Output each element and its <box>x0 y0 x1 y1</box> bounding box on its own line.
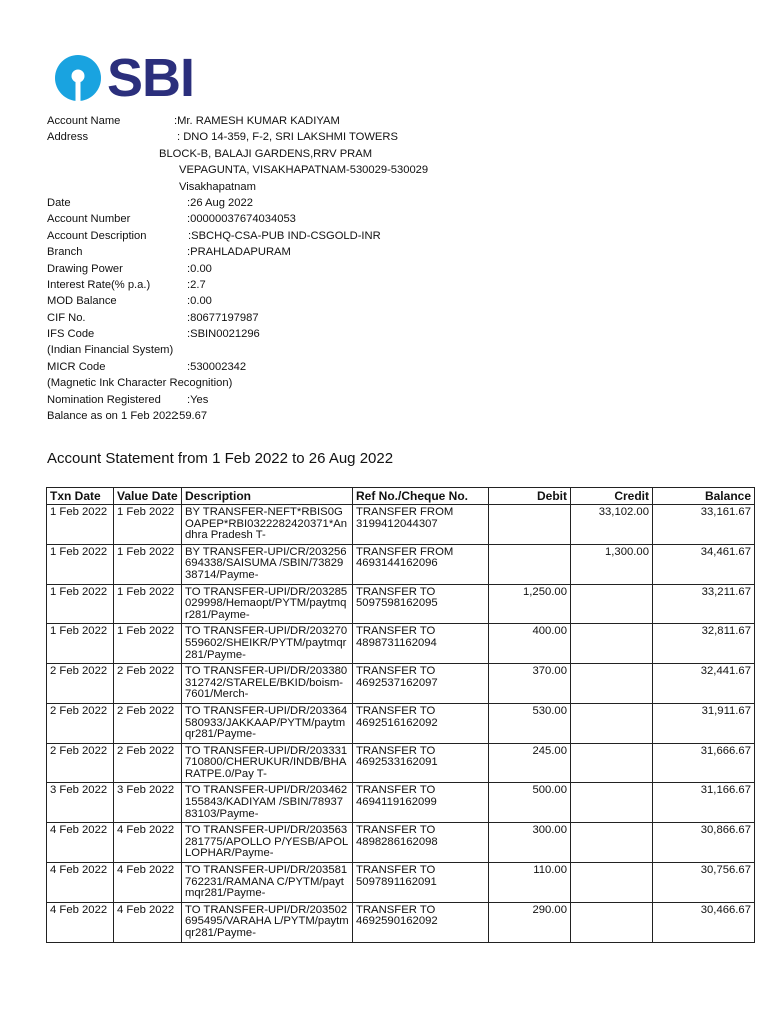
table-row <box>47 863 755 903</box>
cell-credit <box>571 783 653 823</box>
cell-credit <box>571 743 653 783</box>
account-detail-label: Date <box>47 196 71 209</box>
cell-debit: 400.00 <box>489 624 571 664</box>
cell-debit: 245.00 <box>489 743 571 783</box>
cell-txn-date: 4 Feb 2022 <box>47 823 114 863</box>
account-detail-value: :Mr. RAMESH KUMAR KADIYAM <box>174 115 340 127</box>
account-detail-value: :530002342 <box>187 360 247 373</box>
cell-debit <box>489 544 571 584</box>
cell-description: TO TRANSFER-UPI/DR/203331710800/CHERUKUR/INDB/BHARATPE.0/Pay T- <box>182 743 353 783</box>
cell-txn-date: 4 Feb 2022 <box>47 863 114 903</box>
cell-txn-date: 2 Feb 2022 <box>47 664 114 704</box>
account-detail-value: :26 Aug 2022 <box>187 196 253 209</box>
cell-ref-no: TRANSFER TO 4692516162092 <box>353 703 489 743</box>
cell-value-date: 4 Feb 2022 <box>114 863 182 903</box>
cell-description: TO TRANSFER-UPI/DR/203285029998/Hemaopt/PYTM/paytmqr281/Payme- <box>182 584 353 624</box>
account-detail-label: Interest Rate(% p.a.) <box>47 278 151 291</box>
cell-ref-no: TRANSFER TO 4692533162091 <box>353 743 489 783</box>
table-row <box>47 703 755 743</box>
table-row <box>47 505 755 545</box>
cell-description: TO TRANSFER-UPI/DR/203581762231/RAMANA C/PYTM/paytmqr281/Payme- <box>182 863 353 903</box>
cell-credit <box>571 902 653 942</box>
account-detail-label: Drawing Power <box>47 262 123 275</box>
statement-title: Account Statement from 1 Feb 2022 to 26 Aug 2022 <box>47 450 394 467</box>
cell-debit: 300.00 <box>489 823 571 863</box>
header-balance: Balance <box>653 488 755 505</box>
cell-txn-date: 4 Feb 2022 <box>47 902 114 942</box>
transactions-table <box>46 487 755 943</box>
cell-description: BY TRANSFER-UPI/CR/203256694338/SAISUMA /SBIN/7382938714/Payme- <box>182 544 353 584</box>
cell-credit: 1,300.00 <box>571 544 653 584</box>
cell-description: TO TRANSFER-UPI/DR/203270559602/SHEIKR/PYTM/paytmqr281/Payme- <box>182 624 353 664</box>
table-row <box>47 624 755 664</box>
cell-balance: 34,461.67 <box>653 544 755 584</box>
cell-value-date: 1 Feb 2022 <box>114 584 182 624</box>
table-row <box>47 664 755 704</box>
cell-value-date: 1 Feb 2022 <box>114 505 182 545</box>
account-detail-value: Visakhapatnam <box>179 180 256 193</box>
account-detail-label: IFS Code <box>47 328 95 341</box>
table-row <box>47 823 755 863</box>
cell-debit: 370.00 <box>489 664 571 704</box>
account-detail-value: :0.00 <box>187 295 212 308</box>
cell-balance: 30,466.67 <box>653 902 755 942</box>
cell-value-date: 4 Feb 2022 <box>114 823 182 863</box>
cell-debit: 530.00 <box>489 703 571 743</box>
cell-balance: 33,211.67 <box>653 584 755 624</box>
cell-balance: 31,166.67 <box>653 783 755 823</box>
cell-txn-date: 1 Feb 2022 <box>47 544 114 584</box>
account-detail-label: (Magnetic Ink Character Recognition) <box>47 377 233 390</box>
cell-credit: 33,102.00 <box>571 505 653 545</box>
cell-debit: 500.00 <box>489 783 571 823</box>
cell-balance: 31,666.67 <box>653 743 755 783</box>
account-detail-label: Balance as on 1 Feb 2022 <box>47 410 178 423</box>
account-detail-label: CIF No. <box>47 311 86 324</box>
cell-debit: 110.00 <box>489 863 571 903</box>
cell-description: BY TRANSFER-NEFT*RBIS0GOAPEP*RBI0322282420371*Andhra Pradesh T- <box>182 505 353 545</box>
header-credit: Credit <box>571 488 653 505</box>
cell-ref-no: TRANSFER TO 4898731162094 <box>353 624 489 664</box>
header-ref-no: Ref No./Cheque No. <box>353 488 489 505</box>
cell-ref-no: TRANSFER TO 5097598162095 <box>353 584 489 624</box>
account-detail-value: :Yes <box>187 393 209 406</box>
account-detail-label: Address <box>47 131 89 144</box>
account-detail-value: VEPAGUNTA, VISAKHAPATNAM-530029-530029 <box>179 164 429 177</box>
cell-description: TO TRANSFER-UPI/DR/203364580933/JAKKAAP/PYTM/paytmqr281/Payme- <box>182 703 353 743</box>
account-detail-value: BLOCK-B, BALAJI GARDENS,RRV PRAM <box>159 147 373 160</box>
account-detail-value: :80677197987 <box>187 311 259 324</box>
account-detail-label: Account Name <box>47 115 121 127</box>
account-detail-label: MOD Balance <box>47 295 117 308</box>
account-detail-value: :0.00 <box>187 262 212 275</box>
cell-description: TO TRANSFER-UPI/DR/203563281775/APOLLO P/YESB/APOLLOPHAR/Payme- <box>182 823 353 863</box>
account-detail-label: Account Number <box>47 213 131 226</box>
cell-ref-no: TRANSFER TO 4694119162099 <box>353 783 489 823</box>
header-debit: Debit <box>489 488 571 505</box>
cell-txn-date: 1 Feb 2022 <box>47 505 114 545</box>
account-detail-value: :59.67 <box>176 410 208 423</box>
cell-balance: 32,811.67 <box>653 624 755 664</box>
cell-value-date: 3 Feb 2022 <box>114 783 182 823</box>
account-detail-value: :00000037674034053 <box>187 213 296 226</box>
cell-credit <box>571 664 653 704</box>
account-detail-label: MICR Code <box>47 360 106 373</box>
table-row <box>47 584 755 624</box>
account-detail-label: Account Description <box>47 229 147 242</box>
cell-credit <box>571 703 653 743</box>
cell-txn-date: 1 Feb 2022 <box>47 624 114 664</box>
account-detail-value: : DNO 14-359, F-2, SRI LAKSHMI TOWERS <box>177 131 398 144</box>
cell-credit <box>571 584 653 624</box>
account-detail-label: Nomination Registered <box>47 393 161 406</box>
account-detail-value: :2.7 <box>187 278 206 291</box>
account-detail-label: Branch <box>47 246 83 259</box>
account-detail-value: :PRAHLADAPURAM <box>187 246 291 259</box>
cell-credit <box>571 624 653 664</box>
cell-debit <box>489 505 571 545</box>
cell-txn-date: 2 Feb 2022 <box>47 703 114 743</box>
cell-description: TO TRANSFER-UPI/DR/203502695495/VARAHA L/PYTM/paytmqr281/Payme- <box>182 902 353 942</box>
cell-balance: 33,161.67 <box>653 505 755 545</box>
cell-txn-date: 1 Feb 2022 <box>47 584 114 624</box>
sbi-keyhole-icon <box>55 55 101 101</box>
header-description: Description <box>182 488 353 505</box>
cell-value-date: 4 Feb 2022 <box>114 902 182 942</box>
cell-ref-no: TRANSFER TO 4692590162092 <box>353 902 489 942</box>
table-header-row <box>47 488 755 505</box>
account-detail-value: :SBCHQ-CSA-PUB IND-CSGOLD-INR <box>188 229 381 242</box>
cell-balance: 32,441.67 <box>653 664 755 704</box>
cell-credit <box>571 823 653 863</box>
cell-value-date: 2 Feb 2022 <box>114 703 182 743</box>
cell-ref-no: TRANSFER TO 4692537162097 <box>353 664 489 704</box>
cell-ref-no: TRANSFER FROM 3199412044307 <box>353 505 489 545</box>
cell-balance: 31,911.67 <box>653 703 755 743</box>
cell-value-date: 1 Feb 2022 <box>114 624 182 664</box>
header-value-date: Value Date <box>114 488 182 505</box>
table-row <box>47 544 755 584</box>
table-row <box>47 902 755 942</box>
cell-balance: 30,866.67 <box>653 823 755 863</box>
cell-description: TO TRANSFER-UPI/DR/203462155843/KADIYAM /SBIN/7893783103/Payme- <box>182 783 353 823</box>
brand-name: SBI <box>107 48 195 108</box>
cell-debit: 1,250.00 <box>489 584 571 624</box>
cell-description: TO TRANSFER-UPI/DR/203380312742/STARELE/BKID/boism-7601/Merch- <box>182 664 353 704</box>
account-detail-label: (Indian Financial System) <box>47 344 174 357</box>
cell-debit: 290.00 <box>489 902 571 942</box>
table-row <box>47 783 755 823</box>
cell-ref-no: TRANSFER TO 5097891162091 <box>353 863 489 903</box>
table-row <box>47 743 755 783</box>
cell-txn-date: 2 Feb 2022 <box>47 743 114 783</box>
cell-value-date: 2 Feb 2022 <box>114 664 182 704</box>
cell-value-date: 2 Feb 2022 <box>114 743 182 783</box>
header-txn-date: Txn Date <box>47 488 114 505</box>
account-detail-value: :SBIN0021296 <box>187 328 260 341</box>
cell-credit <box>571 863 653 903</box>
cell-balance: 30,756.67 <box>653 863 755 903</box>
cell-ref-no: TRANSFER TO 4898286162098 <box>353 823 489 863</box>
cell-txn-date: 3 Feb 2022 <box>47 783 114 823</box>
cell-ref-no: TRANSFER FROM 4693144162096 <box>353 544 489 584</box>
sbi-logo <box>55 48 195 108</box>
cell-value-date: 1 Feb 2022 <box>114 544 182 584</box>
